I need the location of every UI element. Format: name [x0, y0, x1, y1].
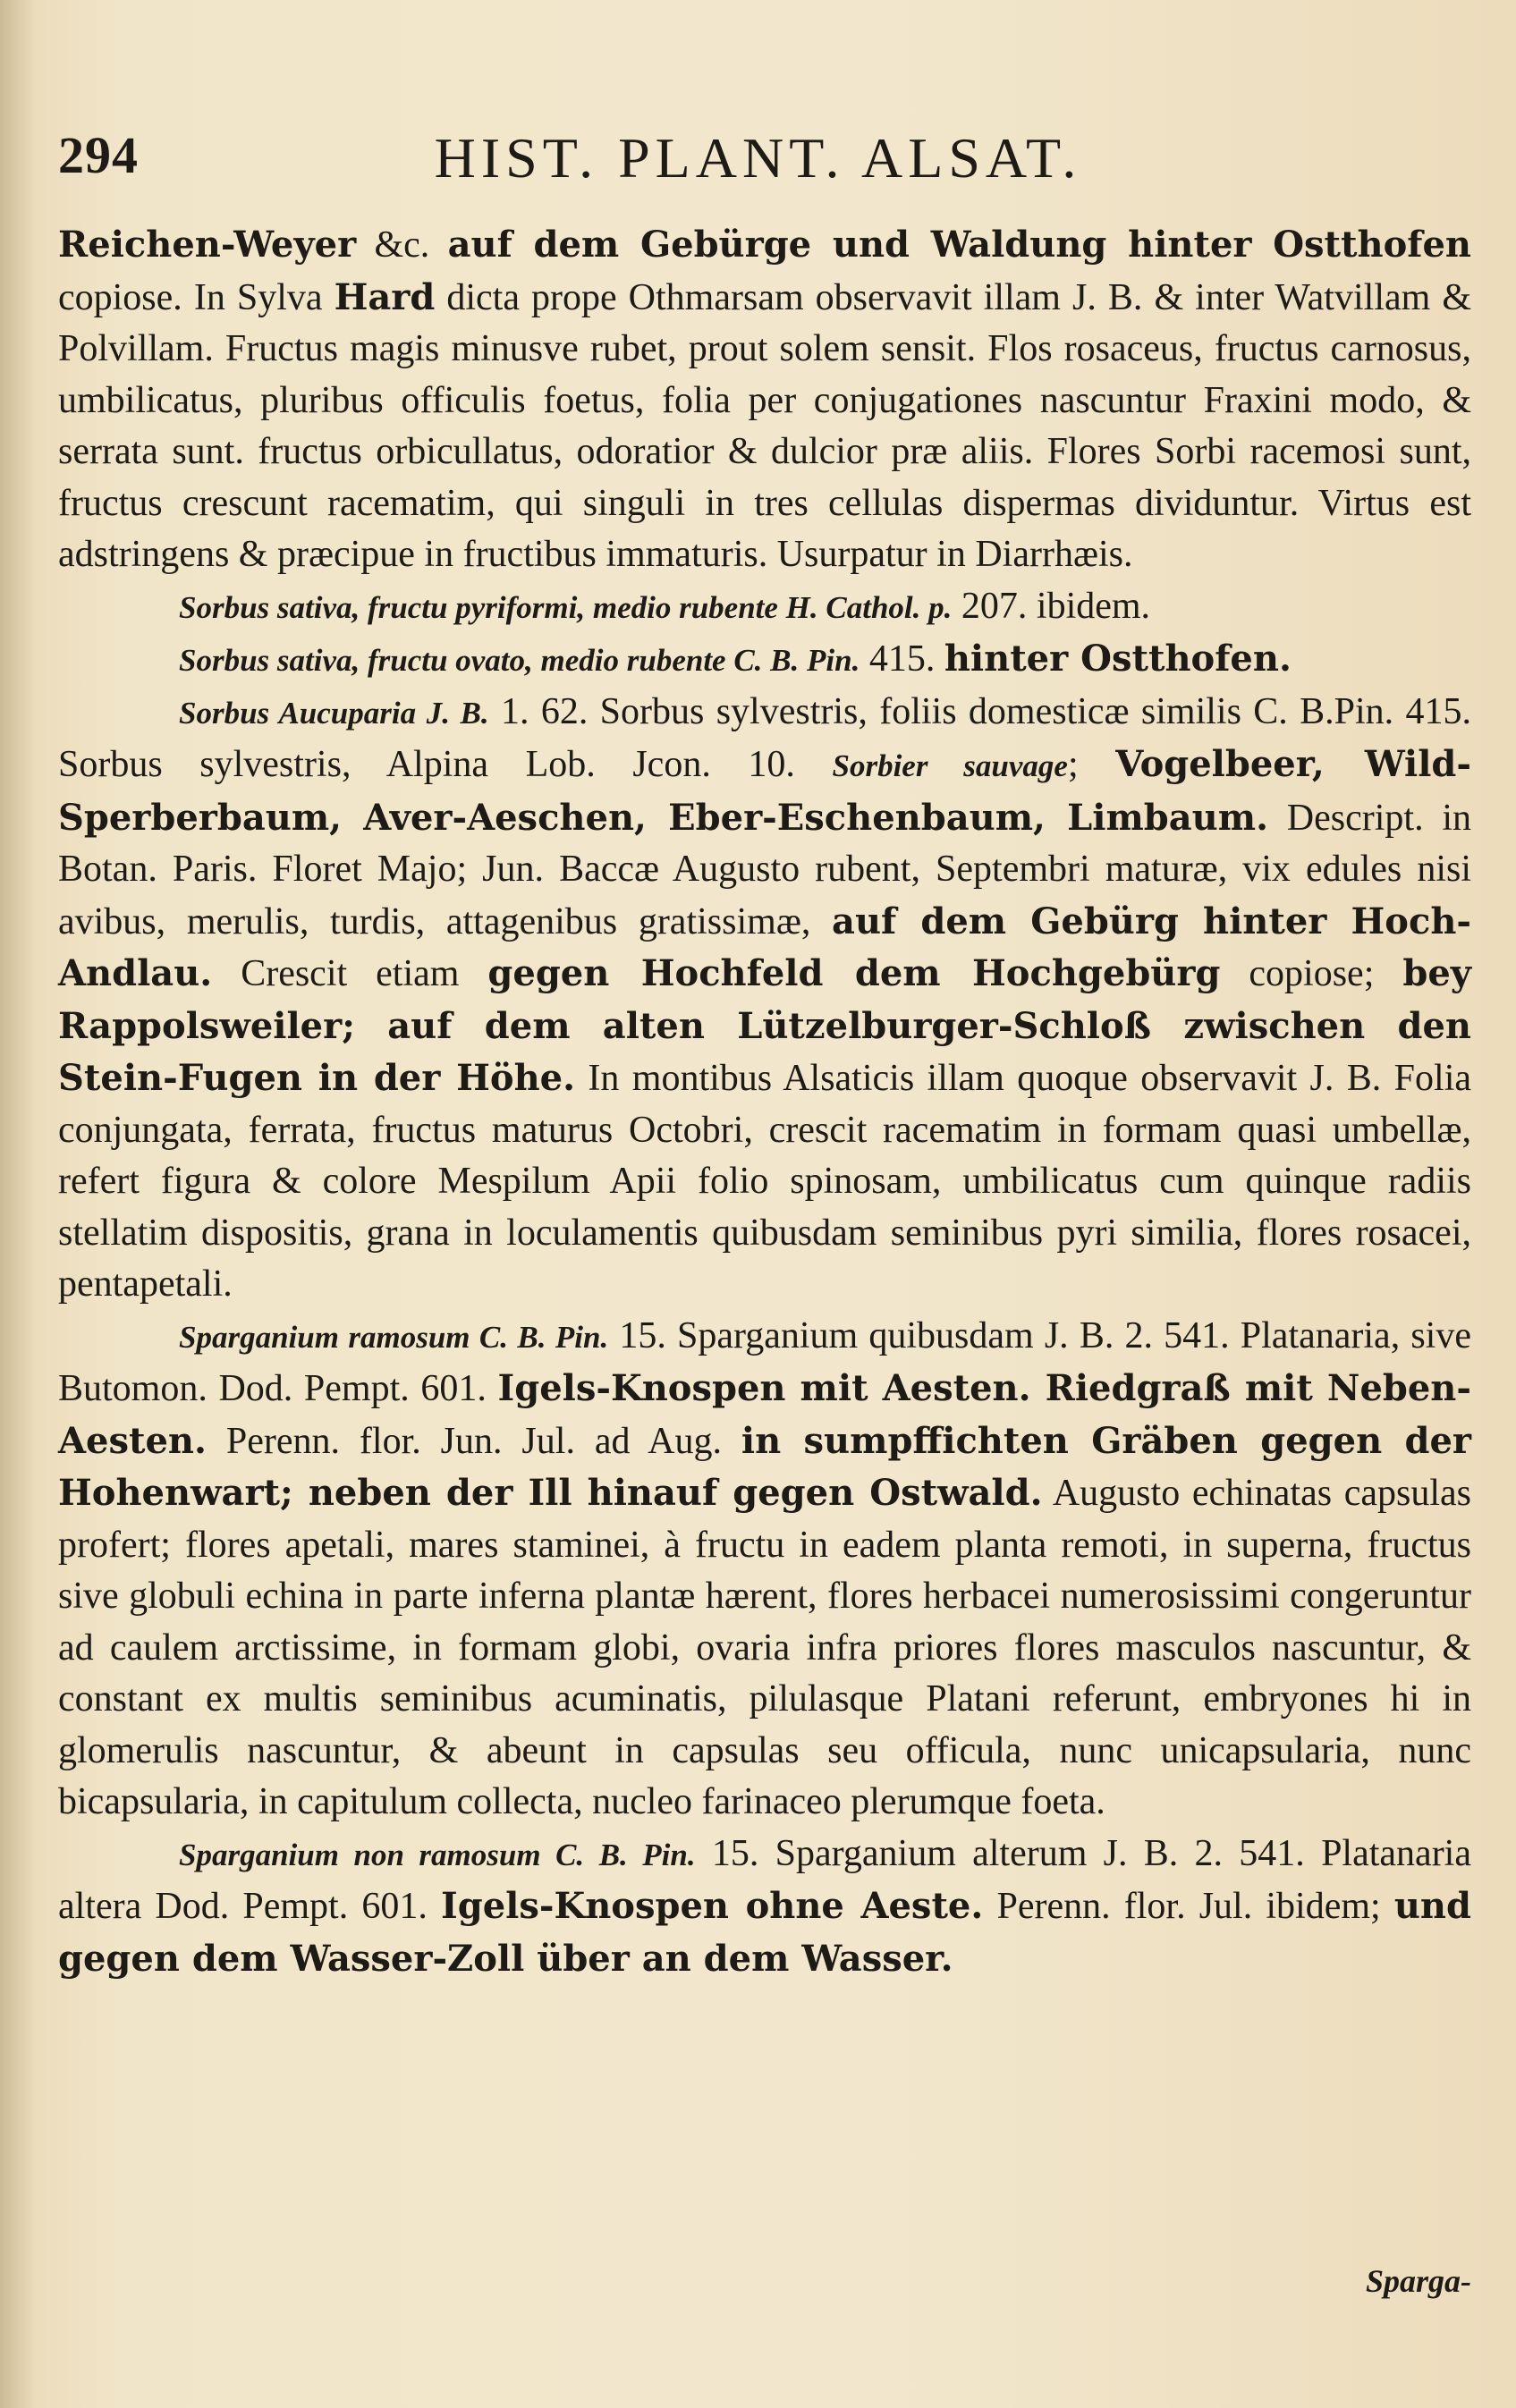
synonym-citation: Sorbus sativa, fructu pyriformi, medio rubente H. Cathol. p.	[179, 589, 953, 625]
text-segment: copiose. In Sylva	[58, 276, 335, 318]
text-segment: 1. 62. Sorbus sylvestris, foliis domesticæ similis C. B.Pin. 415. Sorbus sylvestris, Alpina Lob. Jcon. 10.	[58, 690, 1472, 785]
paragraph	[58, 1311, 1471, 1829]
text-segment: dicta prope Othmarsam observavit illam J. B. & inter Watvillam & Polvillam. Fructus magis minusve rubet, prout solem sensit. Flos rosaceus, fructus carnosus, umbilicatus, pluribus officulis foetus, folia per conjugationes nascuntur Fraxini modo, & serrata sunt. fructus orbicullatus, odoratior & dulcior præ aliis. Flores Sorbi racemosi sunt, fructus crescunt racematim, qui singuli in tres cellulas dispermas dividuntur. Virtus est adstringens & præcipue in fructibus immaturis. Usurpatur in Diarrhæis.	[58, 276, 1472, 575]
synonym-citation: Sparganium ramosum C. B. Pin.	[179, 1319, 609, 1355]
text-segment: copiose;	[1220, 953, 1403, 994]
german-name: in sumpffichten Gräben gegen der Hohenwart; neben der Ill hinauf gegen Ostwald.	[58, 1419, 1471, 1514]
spine-shadow	[0, 0, 36, 2408]
paragraph	[58, 581, 1471, 634]
text-segment: Augusto echinatas capsulas profert; flores apetali, mares staminei, à fructu in eadem planta remoti, in superna, fructus sive globuli echina in parte inferna plantæ hærent, flores herbacei numerosissimi congeruntur ad caulem arctissime, in formam globi, ovaria infra priores flores masculos nascuntur, & constant ex multis seminibus acuminatis, pilulasque Platani referunt, embryones hi in glomerulis nascuntur, & abeunt in capsulas seu officula, nunc unicapsularia, nunc bicapsularia, in capitulum collecta, nucleo farinaceo plerumque foeta.	[58, 1473, 1472, 1822]
text-segment: Descript. in Botan. Paris. Floret Majo; Jun. Baccæ Augusto rubent, Septembri maturæ, vix edules nisi avibus, merulis, turdis, attagenibus gratissimæ,	[58, 797, 1472, 942]
paragraph	[58, 687, 1471, 1311]
running-head: HIST. PLANT. ALSAT.	[434, 126, 1082, 190]
catchword: Sparga-	[1365, 2263, 1471, 2299]
text-segment: 415.	[860, 638, 944, 680]
text-segment: 15. Sparganium alterum J. B. 2. 541. Platanaria altera Dod. Pempt. 601.	[58, 1832, 1471, 1927]
text-segment: 207. ibidem.	[952, 585, 1151, 627]
paragraph	[58, 633, 1471, 687]
german-name: und gegen dem Wasser-Zoll über an dem Wasser.	[58, 1885, 1471, 1980]
synonym-citation: Sorbus sativa, fructu ovato, medio rubente C. B. Pin.	[179, 643, 860, 678]
body-text	[58, 219, 1471, 1985]
page-number: 294	[58, 126, 139, 184]
german-name: auf dem Gebürg hinter Hoch-Andlau.	[58, 900, 1472, 994]
synonym-citation: Sorbus Aucuparia J. B.	[179, 695, 489, 731]
paragraph	[58, 1829, 1471, 1986]
text-segment: &c.	[356, 224, 448, 266]
german-name: Igels-Knospen ohne Aeste.	[441, 1885, 984, 1927]
synonym-citation: Sorbier sauvage	[832, 748, 1068, 783]
text-segment: In montibus Alsaticis illam quoque observavit J. B. Folia conjungata, ferrata, fructus maturus Octobri, crescit racematim in formam quasi umbellæ, refert figura & colore Mespilum Apii folio spinosam, umbilicatus cum quinque radiis stellatim dispositis, grana in loculamentis quibusdam seminibus pyri similia, flores rosacei, pentapetali.	[58, 1058, 1471, 1305]
german-name: Reichen-Weyer	[58, 224, 357, 266]
german-name: gegen Hochfeld dem Hochgebürg	[487, 952, 1221, 994]
synonym-citation: Sparganium non ramosum C. B. Pin.	[179, 1837, 696, 1872]
german-name: Igels-Knospen mit Aesten. Riedgraß mit Neben-Aesten.	[58, 1367, 1471, 1462]
german-name: bey Rappolsweiler; auf dem alten Lützelburger-Schloß zwischen den Stein-Fugen in der Höhe.	[58, 952, 1472, 1099]
text-segment: Perenn. flor. Jun. Jul. ad Aug.	[206, 1420, 741, 1462]
text-segment: Crescit etiam	[212, 953, 488, 994]
text-segment: 15. Sparganium quibusdam J. B. 2. 541. Platanaria, sive Butomon. Dod. Pempt. 601.	[58, 1314, 1471, 1409]
german-name: Hard	[334, 275, 436, 318]
german-name: hinter Ostthofen.	[944, 638, 1292, 680]
paragraph	[58, 219, 1471, 581]
german-name: Vogelbeer, Wild-Sperberbaum, Aver-Aeschen, Eber-Eschenbaum, Limbaum.	[58, 743, 1472, 839]
text-segment: Perenn. flor. Jul. ibidem;	[983, 1886, 1394, 1927]
german-name: auf dem Gebürge und Waldung hinter Ostthofen	[447, 224, 1472, 266]
text-segment: ;	[1067, 744, 1116, 785]
